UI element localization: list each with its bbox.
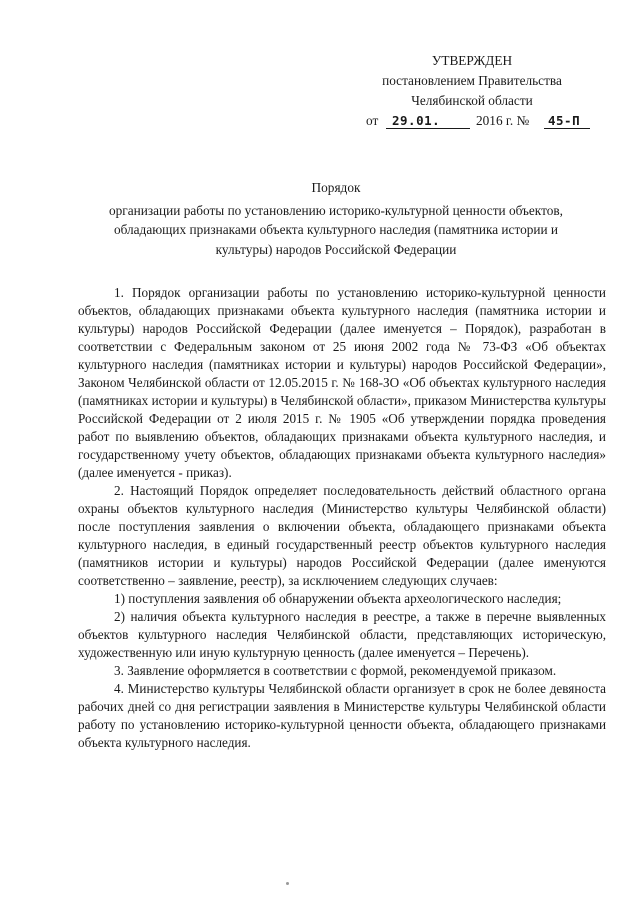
approval-decree: постановлением Правительства (382, 73, 562, 88)
document-title (68, 178, 604, 259)
number-underline (544, 128, 590, 129)
paragraph-2: 2. Настоящий Порядок определяет последовательность действий областного органа охраны объектов культурного наследия (Министерство культуры Челябинской области) после поступления заявления о включении объекта, обладающего признаками объекта культурного наследия, в единый государственный реестр объектов культурного наследия (памятников истории и культуры) народов Российской Федерации (далее именуются соответственно – заявление, реестр), за исключением следующих случаев: (78, 483, 606, 588)
approval-title: УТВЕРЖДЕН (431, 53, 513, 68)
title-line-3: культуры) народов Российской Федерации (215, 241, 457, 257)
approval-date: 29.01. (392, 113, 441, 128)
paragraph-2-item-1: 1) поступления заявления об обнаружении объекта археологического наследия; (114, 591, 562, 606)
approval-region: Челябинской области (411, 93, 533, 108)
scan-speck (286, 882, 289, 885)
date-underline (386, 128, 470, 129)
approval-stamp (352, 51, 592, 133)
title-line-1: организации работы по установлению историко-культурной ценности объектов, (109, 202, 563, 218)
document-body (78, 284, 606, 752)
paragraph-3: 3. Заявление оформляется в соответствии с формой, рекомендуемой приказом. (114, 663, 557, 678)
approval-number: 45-П (548, 113, 581, 128)
approval-year: 2016 г. № (476, 113, 530, 128)
paragraph-2-item-2: 2) наличия объекта культурного наследия в реестре, а также в перечне выявленных объектов культурного наследия Челябинской области, представляющих историческую, художественную или иную культурную ценность (далее именуется – Перечень). (78, 609, 606, 660)
approval-ot: от (366, 113, 379, 128)
title-line-2: обладающих признаками объекта культурного наследия (памятника истории и (113, 222, 559, 237)
paragraph-1: 1. Порядок организации работы по установлению историко-культурной ценности объектов, обладающих признаками объекта культурного наследия (памятника истории и культуры) народов Российской Федерации (далее именуется – Порядок), разработан в соответствии с Федеральным законом от 25 июня 2002 года № 73-ФЗ «Об объектах культурного наследия (памятниках истории и культуры) народов Российской Федерации», Законом Челябинской области от 12.05.2015 г. № 168-ЗО «Об объектах культурного наследия (памятниках истории и культуры) в Челябинской области», приказом Министерства культуры Российской Федерации от 2 июля 2015 г. № 1905 «Об утверждении порядка проведения работ по выявлению объектов, обладающих признаками объекта культурного наследия, и государственному учету объектов, обладающих признаками объекта культурного наследия» (далее именуется - приказ). (78, 285, 606, 480)
approval-date-line (352, 111, 592, 133)
title-word: Порядок (311, 180, 361, 195)
paragraph-4: 4. Министерство культуры Челябинской области организует в срок не более девяноста рабочих дней со дня регистрации заявления в Министерстве культуры Челябинской области работу по установлению историко-культурной ценности объекта, обладающего признаками объекта культурного наследия. (78, 681, 606, 750)
